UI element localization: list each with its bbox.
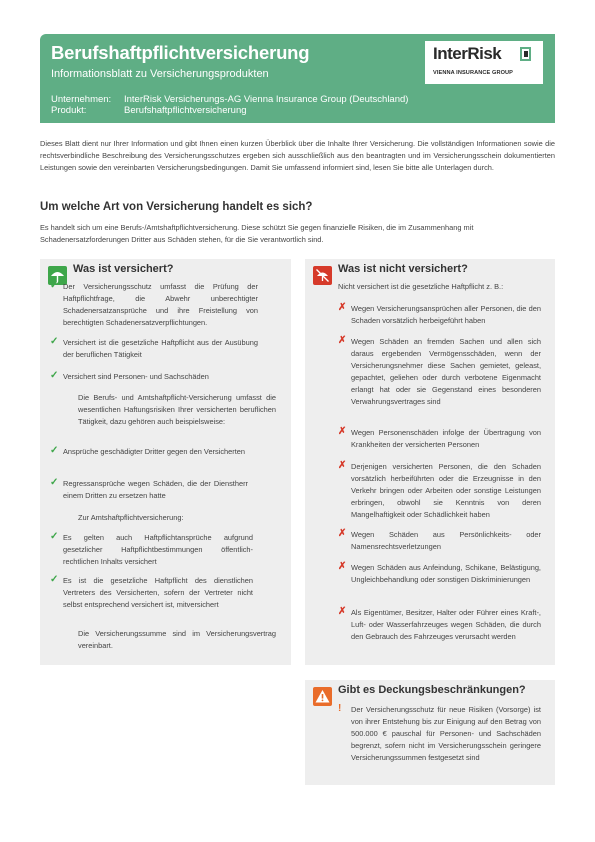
interrisk-logo — [425, 41, 543, 84]
restrictions-box: Gibt es Deckungsbeschränkungen? ! Der Versicherungsschutz für neue Risiken (Vorsorge) ist von ihrer Entstehung bis zur Einigung auf den Betrag von 500.000 € pauschal für Personen- und Sachschäden begrenzt, sofern nicht im Versicherungsschein geringere Versicherungssummen festgesetzt sind — [305, 680, 555, 785]
insured-title: Was ist versichert? — [73, 263, 174, 275]
exclamation-icon: ! — [338, 703, 342, 714]
check-icon: ✓ — [50, 280, 59, 291]
not-insured-title: Was ist nicht versichert? — [338, 263, 468, 275]
check-icon: ✓ — [50, 336, 59, 347]
not-insured-intro: Nicht versichert ist die gesetzliche Haftpflicht z. B.: — [338, 282, 504, 291]
company-value: InterRisk Versicherungs-AG Vienna Insurance Group (Deutschland) — [124, 94, 409, 105]
logo-subtext: VIENNA INSURANCE GROUP — [433, 70, 514, 76]
logo-square-icon — [520, 47, 531, 61]
type-section-title: Um welche Art von Versicherung handelt es sich? — [40, 201, 313, 213]
check-icon: ✓ — [50, 574, 59, 585]
check-icon: ✓ — [50, 531, 59, 542]
insured-paragraph: Zur Amtshaftpflichtversicherung: — [78, 513, 184, 522]
document-subtitle: Informationsblatt zu Versicherungsprodukten — [51, 68, 269, 80]
cross-icon: ✗ — [338, 302, 347, 313]
warning-icon — [313, 687, 332, 706]
product-row — [51, 105, 247, 116]
cross-icon: ✗ — [338, 528, 347, 539]
no-umbrella-icon — [313, 266, 332, 285]
cross-icon: ✗ — [338, 426, 347, 437]
cross-icon: ✗ — [338, 561, 347, 572]
company-row — [51, 94, 408, 105]
check-icon: ✓ — [50, 445, 59, 456]
insured-box: Was ist versichert? ✓ Der Versicherungsschutz umfasst die Prüfung der Haftpflichtfrage, die Abwehr unberechtigter Schadenersatzansprüche und ihre Freistellung von berechtigten Schadenersatzverpflichtungen. ✓ Versichert ist die gesetzliche Haftpflicht aus der Ausübung der beruflichen Tätigkeit ✓ Versichert sind Personen- und Sachschäden Die Berufs- und Amtshaftpflicht-Versicherung umfasst die wesentlichen Haftungsrisiken Ihrer versicherten beruflichen Tätigkeit, dazu gehören auch beispielsweise: ✓ Ansprüche geschädigter Dritter gegen den Versicherten ✓ Regressansprüche wegen Schäden, die der Dienstherr einem Dritten zu ersetzen hatte Zur Amtshaftpflichtversicherung: ✓ Es gelten auch Haftpflichtansprüche aufgrund gesetzlicher Haftpflichtbestimmungen öffentlich-rechtlichen Inhalts versichert ✓ Es ist die gesetzliche Haftpflicht des dienstlichen Vertreters des Versicherten, sofern der Vertreter nicht selbst entsprechend versichert ist, mitversichert Die Versicherungssumme sind im Versicherungsvertrag vereinbart. — [40, 259, 291, 665]
intro-paragraph: Dieses Blatt dient nur Ihrer Information und gibt Ihnen einen kurzen Überblick über die Inhalte Ihrer Versicherung. Die vollständigen Informationen sowie die rechtsverbindliche Beschreibung des Versicherungsschutzes ergeben sich ausschließlich aus den beantragten und im Versicherungsschein dokumentierten Leistungen sowie den vereinbarten Versicherungsbedingungen. Damit Sie umfassend informiert sind, lesen Sie bitte alle Unterlagen durch. — [40, 139, 555, 172]
header-banner — [40, 34, 555, 123]
product-label: Produkt: — [51, 105, 87, 116]
cross-icon: ✗ — [338, 460, 347, 471]
check-icon: ✓ — [50, 477, 59, 488]
logo-wordmark: InterRisk — [433, 44, 502, 63]
check-icon: ✓ — [50, 370, 59, 381]
cross-icon: ✗ — [338, 606, 347, 617]
not-insured-box: Was ist nicht versichert? Nicht versichert ist die gesetzliche Haftpflicht z. B.: ✗ Wegen Versicherungsansprüchen aller Personen, die den Schaden vorsätzlich herbeigeführt haben ✗ Wegen Schäden an fremden Sachen und allen sich daraus ergebenden Vermögensschäden, wenn der Versicherungsnehmer diese Sachen gemietet, geleast, gepachtet, geliehen oder durch verbotene Eigenmacht erlangt hat oder sie Gegenstand eines besonderen Verwahrungsvertrages sind ✗ Wegen Personenschäden infolge der Übertragung von Krankheiten der versicherten Personen ✗ Derjenigen versicherten Personen, die den Schaden vorsätzlich herbeiführten oder die Erzeugnisse in den Verkehr bringen oder Arbeiten oder sonstige Leistungen erbringen, obwohl sie Kenntnis von deren Mangelhaftigkeit oder Schädlichkeit haben ✗ Wegen Schäden aus Persönlichkeits- oder Namensrechtsverletzungen ✗ Wegen Schäden aus Anfeindung, Schikane, Belästigung, Ungleichbehandlung oder sonstigen Diskriminierungen ✗ Als Eigentümer, Besitzer, Halter oder Führer eines Kraft-, Luft- oder Wasserfahrzeuges wegen Schäden, die durch den Gebrauch des Fahrzeuges verursacht werden — [305, 259, 555, 665]
type-section-text: Es handelt sich um eine Berufs-/Amtshaftpflichtversicherung. Diese schützt Sie gegen finanzielle Risiken, die im Zusammenhang mit Schadenersatzforderungen Dritter aus Schäden stehen, für die Sie verantwortlich sind. — [40, 223, 474, 244]
document-title: Berufshaftpflichtversicherung — [51, 42, 310, 63]
insured-paragraph: Die Berufs- und Amtshaftpflicht-Versicherung umfasst die wesentlichen Haftungsrisiken Ihrer versicherten beruflichen Tätigkeit, dazu gehören auch beispielsweise: — [78, 393, 276, 426]
product-value: Berufshaftpflichtversicherung — [124, 105, 247, 116]
restrictions-title: Gibt es Deckungsbeschränkungen? — [338, 684, 526, 696]
cross-icon: ✗ — [338, 335, 347, 346]
company-label: Unternehmen: — [51, 94, 112, 105]
insured-paragraph: Die Versicherungssumme sind im Versicherungsvertrag vereinbart. — [78, 629, 276, 650]
